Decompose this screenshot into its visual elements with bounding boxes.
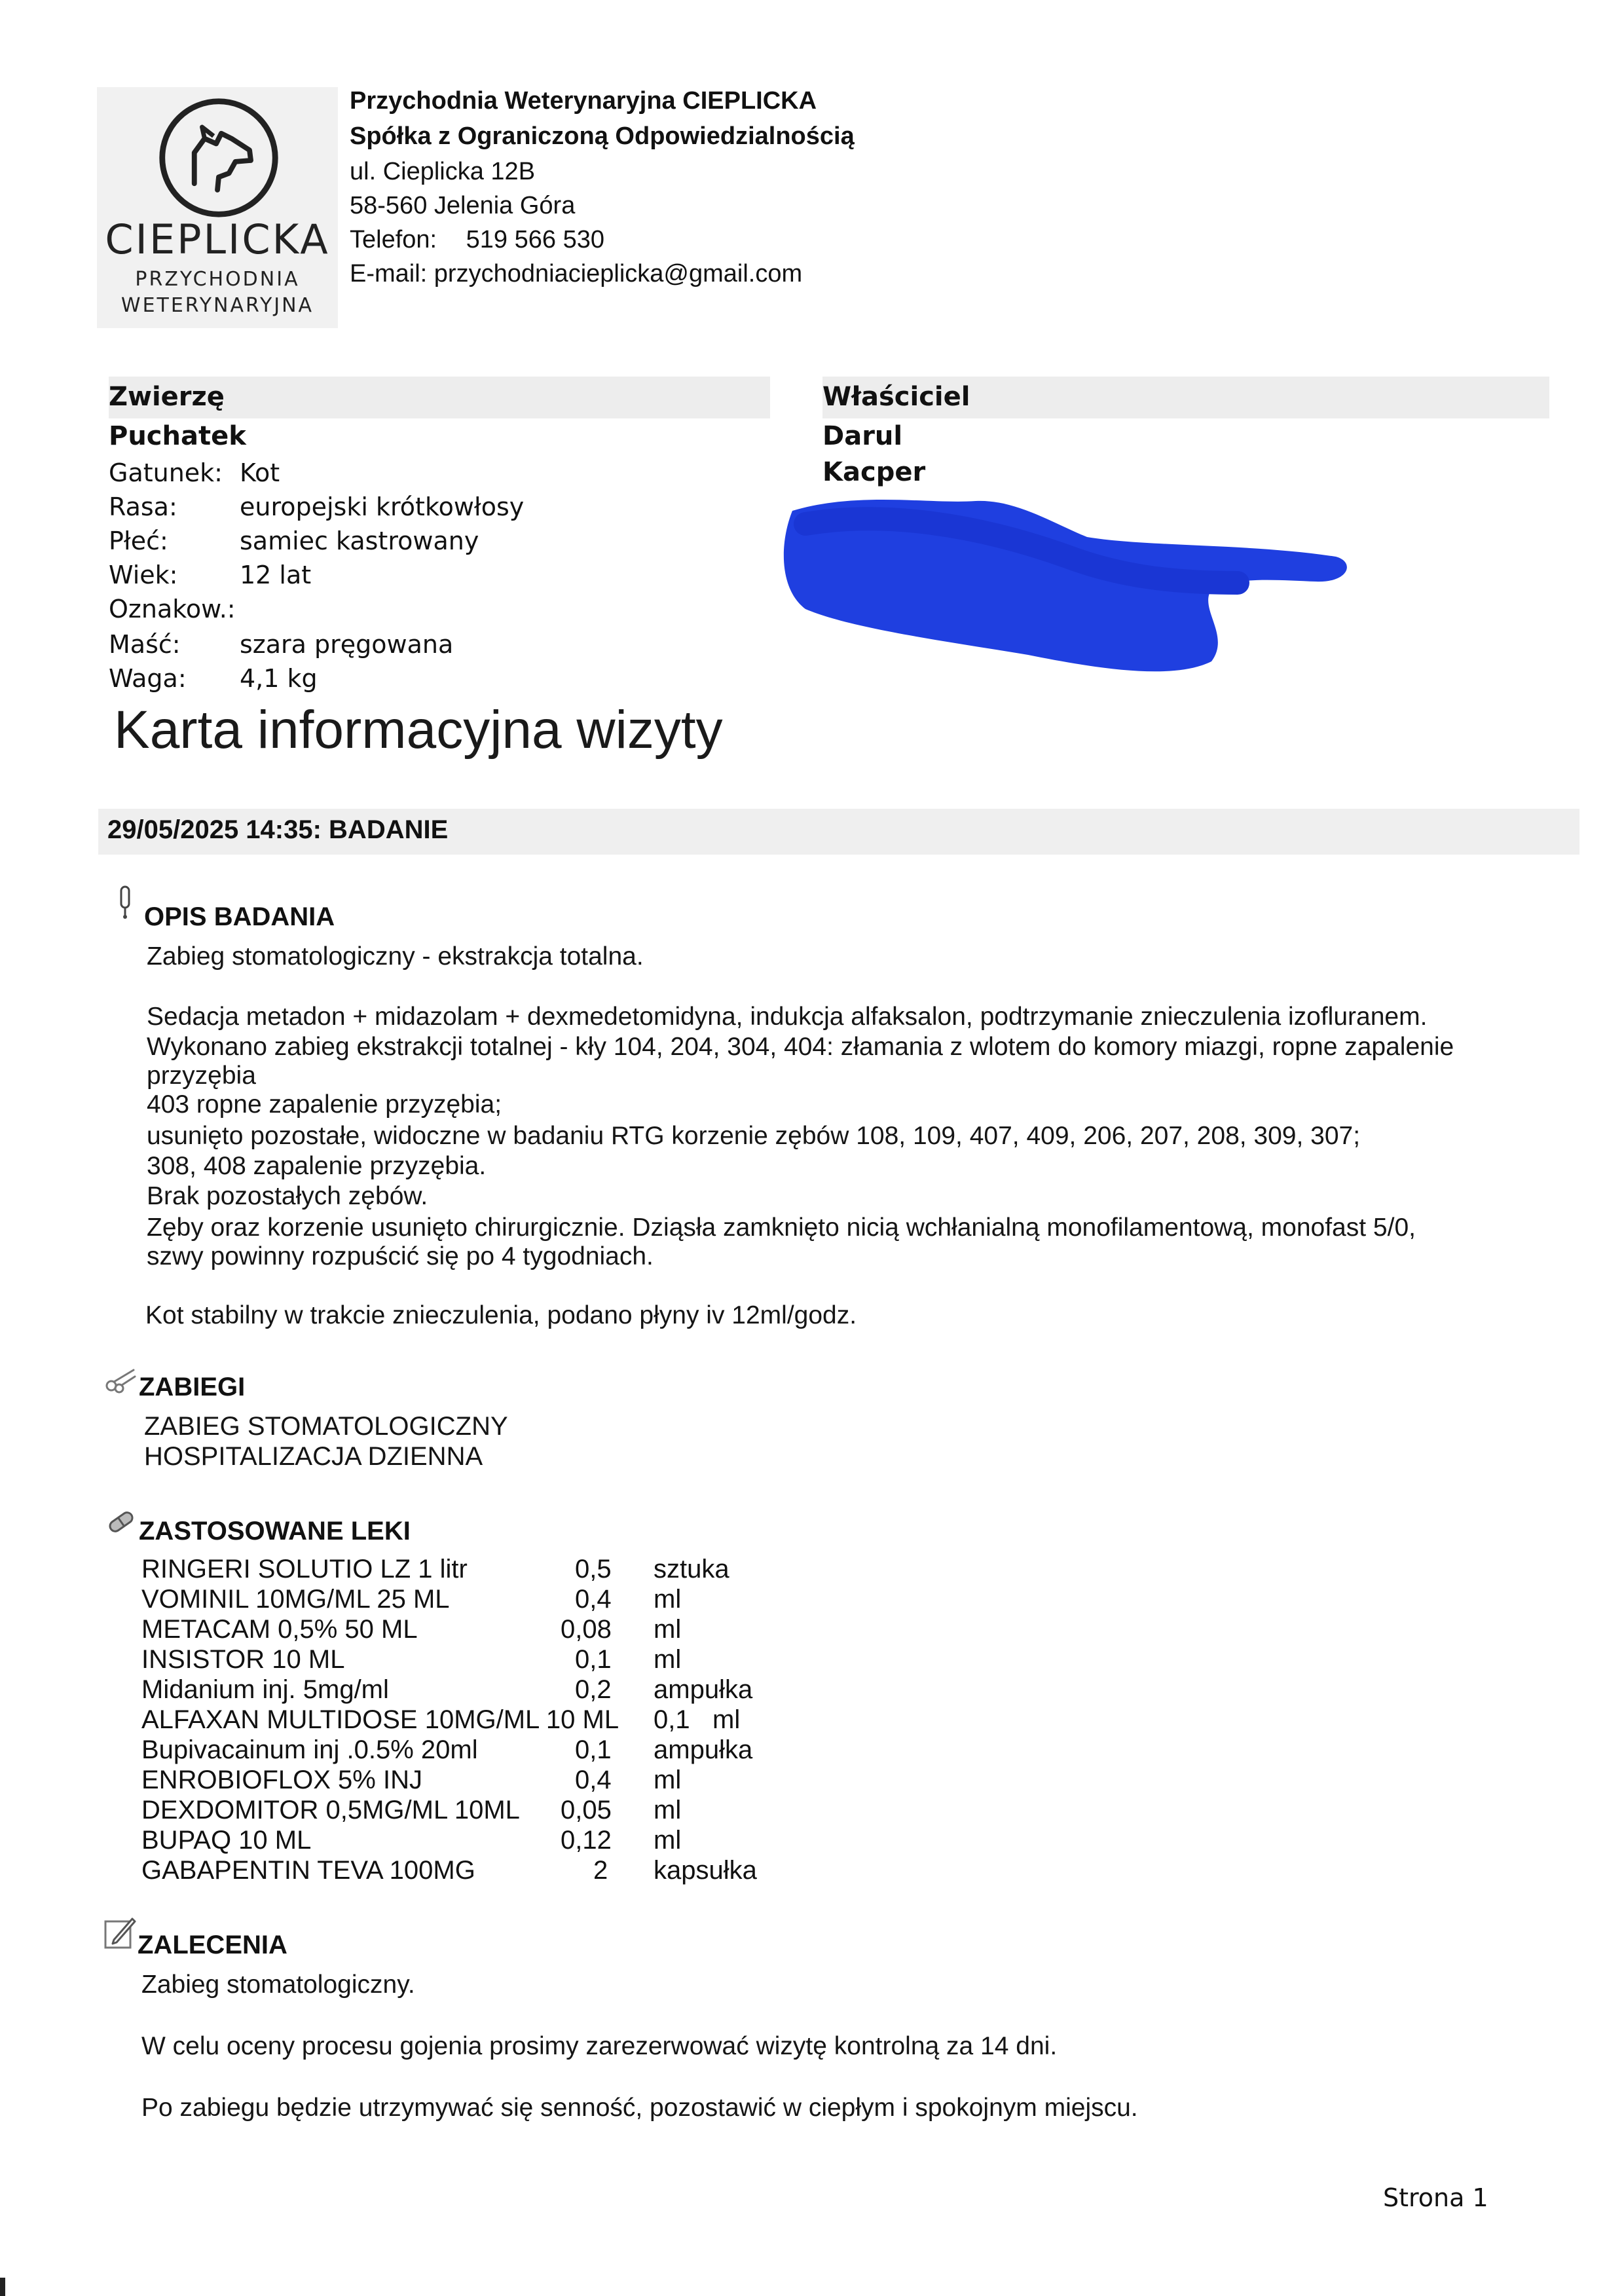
field-value: 4,1 kg — [240, 664, 318, 693]
med-quantity: 0,08 — [561, 1615, 612, 1644]
animal-field-species — [109, 456, 280, 490]
clinic-phone-label: Telefon: — [350, 226, 437, 253]
med-unit: ampułka — [654, 1735, 753, 1764]
clinic-name: Przychodnia Weterynaryjna CIEPLICKA — [350, 87, 817, 115]
med-row — [141, 1705, 796, 1735]
med-row — [141, 1645, 796, 1675]
med-name: Midanium inj. 5mg/ml — [141, 1675, 389, 1704]
logo-wordmark: CIEPLICKA — [105, 215, 330, 263]
opis-line: Zęby oraz korzenie usunięto chirurgicznie. Dziąsła zamknięto nicią wchłanialną monofilamentową, monofast 5/0, — [147, 1213, 1416, 1242]
zabiegi-item: HOSPITALIZACJA DZIENNA — [144, 1442, 483, 1471]
field-value: europejski krótkowłosy — [240, 492, 525, 521]
logo-subtitle-1: PRZYCHODNIA — [135, 268, 300, 291]
opis-heading: OPIS BADANIA — [144, 902, 335, 931]
med-unit: ml — [654, 1766, 682, 1794]
clinic-email: E-mail: przychodniacieplicka@gmail.com — [350, 260, 803, 287]
animal-field-color — [109, 627, 454, 661]
zabiegi-item: ZABIEG STOMATOLOGICZNY — [144, 1412, 508, 1441]
field-label: Płeć: — [109, 527, 168, 555]
med-name: ENROBIOFLOX 5% INJ — [141, 1766, 422, 1794]
owner-heading: Właściciel — [822, 382, 970, 412]
opis-line: 403 ropne zapalenie przyzębia; — [147, 1090, 502, 1119]
opis-line: Kot stabilny w trakcie znieczulenia, podano płyny iv 12ml/godz. — [145, 1301, 857, 1329]
med-quantity: 0,5 — [575, 1555, 612, 1583]
opis-line: usunięto pozostałe, widoczne w badaniu RTG korzenie zębów 108, 109, 407, 409, 206, 207, 208, 309, 307; — [147, 1122, 1361, 1150]
page-number: Strona 1 — [1383, 2183, 1488, 2212]
med-name: INSISTOR 10 ML — [141, 1645, 345, 1674]
med-unit: kapsułka — [654, 1856, 757, 1885]
animal-field-marking — [109, 592, 240, 626]
med-quantity: 2 — [593, 1856, 608, 1885]
field-label: Waga: — [109, 664, 187, 693]
med-quantity: 0,1 — [575, 1645, 612, 1674]
field-value: samiec kastrowany — [240, 527, 479, 555]
thermometer-icon — [115, 885, 135, 919]
clinic-city: 58-560 Jelenia Góra — [350, 192, 576, 219]
zalecenia-heading: ZALECENIA — [138, 1931, 287, 1959]
animal-field-weight — [109, 661, 318, 695]
zalecenia-line: W celu oceny procesu gojenia prosimy zarezerwować wizytę kontrolną za 14 dni. — [141, 2032, 1058, 2060]
med-name: ALFAXAN MULTIDOSE 10MG/ML 10 ML — [141, 1705, 619, 1734]
med-row — [141, 1856, 796, 1886]
med-quantity: 0,4 — [575, 1585, 612, 1614]
med-unit: ml — [712, 1705, 741, 1734]
field-label: Wiek: — [109, 561, 178, 589]
animal-field-age — [109, 558, 312, 592]
med-name: RINGERI SOLUTIO LZ 1 litr — [141, 1555, 468, 1583]
opis-line: przyzębia — [147, 1062, 256, 1090]
animal-field-sex — [109, 524, 479, 558]
med-unit: ampułka — [654, 1675, 753, 1704]
document-title: Karta informacyjna wizyty — [114, 700, 723, 760]
dog-head-logo-icon — [155, 94, 283, 222]
med-row — [141, 1735, 796, 1766]
med-name: VOMINIL 10MG/ML 25 ML — [141, 1585, 450, 1614]
owner-first-name: Darul — [822, 421, 903, 451]
med-row — [141, 1585, 796, 1615]
field-label: Oznakow.: — [109, 595, 236, 623]
med-name: METACAM 0,5% 50 ML — [141, 1615, 418, 1644]
scissors-icon — [105, 1367, 138, 1394]
med-quantity: 0,4 — [575, 1766, 612, 1794]
med-name: GABAPENTIN TEVA 100MG — [141, 1856, 475, 1885]
field-value: 12 lat — [240, 561, 312, 589]
opis-line: Wykonano zabieg ekstrakcji totalnej - kły 104, 204, 304, 404: złamania z wlotem do komory miazgi, ropne zapalenie — [147, 1033, 1454, 1061]
edit-note-icon — [103, 1915, 136, 1950]
animal-field-breed — [109, 490, 525, 524]
med-row — [141, 1555, 796, 1585]
animal-heading: Zwierzę — [109, 382, 225, 412]
zalecenia-line: Zabieg stomatologiczny. — [141, 1971, 415, 1999]
owner-last-name: Kacper — [822, 457, 926, 487]
redaction-scribble — [779, 485, 1356, 681]
med-row — [141, 1766, 796, 1796]
zalecenia-line: Po zabiegu będzie utrzymywać się senność, pozostawić w ciepłym i spokojnym miejscu. — [141, 2094, 1138, 2122]
opis-line: szwy powinny rozpuścić się po 4 tygodniach. — [147, 1242, 654, 1270]
med-name: BUPAQ 10 ML — [141, 1826, 312, 1855]
med-quantity: 0,05 — [561, 1796, 612, 1824]
med-unit: ml — [654, 1615, 682, 1644]
med-unit: ml — [654, 1796, 682, 1824]
zabiegi-heading: ZABIEGI — [139, 1373, 246, 1401]
med-name: DEXDOMITOR 0,5MG/ML 10ML — [141, 1796, 520, 1824]
med-row — [141, 1796, 796, 1826]
pill-icon — [105, 1509, 138, 1535]
visit-header: 29/05/2025 14:35: BADANIE — [107, 815, 449, 844]
med-unit: ml — [654, 1585, 682, 1614]
med-name: Bupivacainum inj .0.5% 20ml — [141, 1735, 478, 1764]
leki-heading: ZASTOSOWANE LEKI — [139, 1517, 411, 1546]
scan-edge-mark — [0, 2278, 5, 2296]
field-value: szara pręgowana — [240, 630, 454, 659]
med-quantity: 0,1 — [575, 1735, 612, 1764]
med-row — [141, 1826, 796, 1856]
field-label: Gatunek: — [109, 458, 223, 487]
med-unit: sztuka — [654, 1555, 729, 1583]
med-row — [141, 1675, 796, 1705]
med-row — [141, 1615, 796, 1645]
field-label: Maść: — [109, 630, 181, 659]
opis-line: 308, 408 zapalenie przyzębia. — [147, 1152, 487, 1180]
clinic-phone: 519 566 530 — [466, 226, 604, 253]
med-unit: ml — [654, 1826, 682, 1855]
animal-name: Puchatek — [109, 421, 246, 451]
field-label: Rasa: — [109, 492, 177, 521]
clinic-company: Spółka z Ograniczoną Odpowiedzialnością — [350, 122, 855, 150]
clinic-street: ul. Cieplicka 12B — [350, 158, 536, 185]
opis-line: Zabieg stomatologiczny - ekstrakcja totalna. — [147, 942, 644, 971]
med-quantity: 0,12 — [561, 1826, 612, 1855]
field-value: Kot — [240, 458, 280, 487]
med-unit: ml — [654, 1645, 682, 1674]
clinic-logo — [97, 87, 338, 328]
opis-line: Sedacja metadon + midazolam + dexmedetomidyna, indukcja alfaksalon, podtrzymanie znieczulenia izofluranem. — [147, 1003, 1428, 1031]
med-quantity: 0,2 — [575, 1675, 612, 1704]
med-quantity: 0,1 — [654, 1705, 690, 1734]
opis-line: Brak pozostałych zębów. — [147, 1182, 428, 1210]
clinic-phone-row — [350, 225, 604, 254]
logo-subtitle-2: WETERYNARYJNA — [120, 294, 314, 317]
